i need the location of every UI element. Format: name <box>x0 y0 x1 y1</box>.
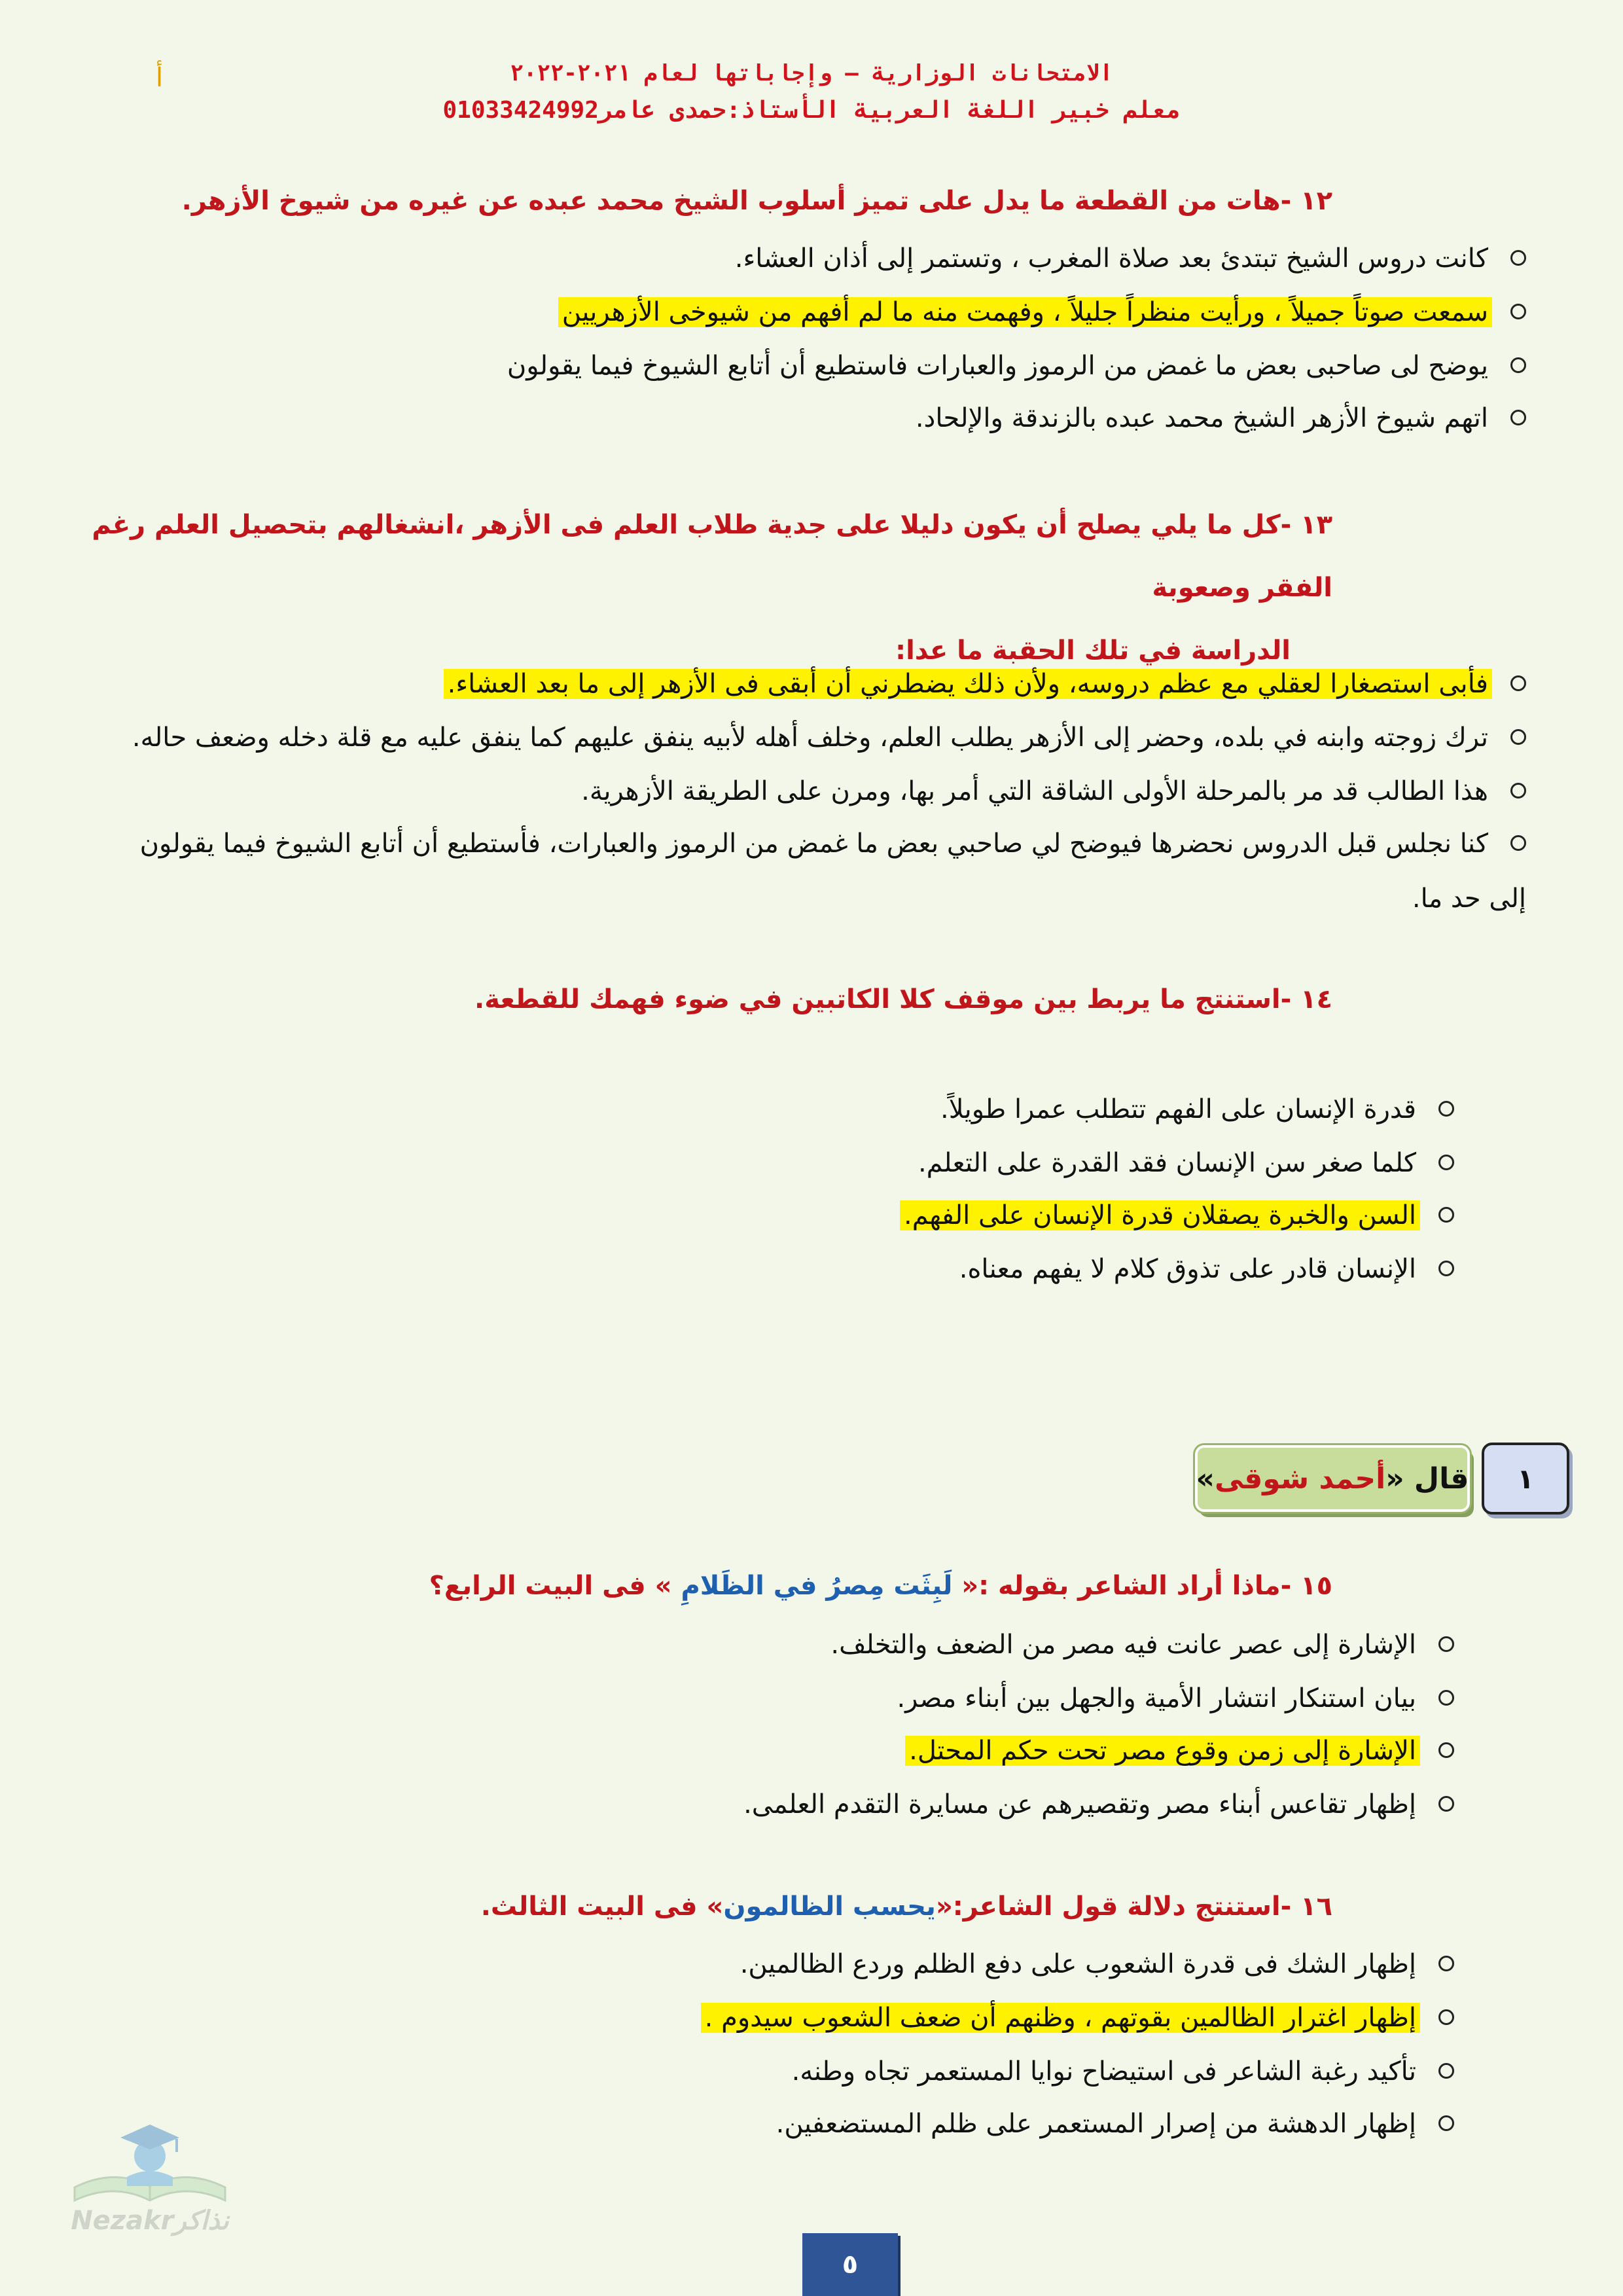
radio-circle-icon[interactable] <box>1510 783 1526 798</box>
nezakr-logo <box>55 2109 245 2246</box>
q13-option-2[interactable]: ترك زوجته وابنه في بلده، وحضر إلى الأزهر يطلب العلم، وخلف أهله لأبيه ينفق عليهم كما ينفق عليه مع قلة دخله وضعف حاله. <box>128 717 1526 759</box>
radio-circle-icon[interactable] <box>1438 2063 1454 2079</box>
poet-suffix: » <box>1196 1462 1215 1496</box>
q14-option-3[interactable]: السن والخبرة يصقلان قدرة الإنسان على الفهم. <box>900 1195 1454 1237</box>
poet-heading <box>1195 1445 1470 1512</box>
radio-circle-icon[interactable] <box>1438 2115 1454 2131</box>
q14-option-4[interactable]: الإنسان قادر على تذوق كلام لا يفهم معناه. <box>955 1249 1454 1291</box>
q14-option-2[interactable]: كلما صغر سن الإنسان فقد القدرة على التعلم. <box>914 1143 1454 1185</box>
q16-title-end: » فى البيت الثالث. <box>480 1892 724 1922</box>
q15-option-4[interactable]: إظهار تقاعس أبناء مصر وتقصيرهم عن مسايرة التقدم العلمى. <box>740 1784 1454 1826</box>
q15-title-start: ١٥ -ماذا أراد الشاعر بقوله :« <box>961 1571 1332 1601</box>
question-13-title <box>30 493 1332 682</box>
radio-circle-icon[interactable] <box>1510 250 1526 266</box>
poet-name: أحمد شوقى <box>1214 1462 1386 1496</box>
header-teacher: معلم خبير اللغة العربية الأستاذ:حمدى عامر01033424992 <box>442 97 1181 124</box>
radio-circle-icon[interactable] <box>1438 1207 1454 1223</box>
q16-option-3[interactable]: تأكيد رغبة الشاعر فى استيضاح نوايا المستعمر تجاه وطنه. <box>788 2051 1454 2093</box>
q14-option-1[interactable]: قدرة الإنسان على الفهم تتطلب عمرا طويلاً. <box>936 1089 1454 1131</box>
q12-option-1[interactable]: كانت دروس الشيخ تبتدئ بعد صلاة المغرب ، وتستمر إلى أذان العشاء. <box>731 238 1526 280</box>
poet-prefix: قال « <box>1385 1462 1469 1496</box>
graduation-book-icon <box>55 2109 245 2214</box>
radio-circle-icon[interactable] <box>1438 1690 1454 1706</box>
q16-option-4[interactable]: إظهار الدهشة من إصرار المستعمر على ظلم المستضعفين. <box>772 2104 1454 2145</box>
radio-circle-icon[interactable] <box>1438 2009 1454 2025</box>
radio-circle-icon[interactable] <box>1438 1101 1454 1117</box>
q13-option-4-continuation: إلى حد ما. <box>1412 884 1526 914</box>
q13-title-line2: الدراسة في تلك الحقبة ما عدا: <box>895 636 1291 666</box>
logo-text: Nezakrنذاكر <box>71 2206 229 2236</box>
radio-circle-icon[interactable] <box>1438 1261 1454 1276</box>
radio-circle-icon[interactable] <box>1510 835 1526 851</box>
q12-option-4[interactable]: اتهم شيوخ الأزهر الشيخ محمد عبده بالزندقة والإلحاد. <box>912 398 1526 440</box>
q16-title-start: ١٦ -استنتج دلالة قول الشاعر:« <box>935 1892 1332 1922</box>
radio-circle-icon[interactable] <box>1438 1742 1454 1758</box>
header-title: الامتحانات الوزارية – وإجاباتها لعام ٢٠٢١-٢٠٢٢ <box>510 60 1113 86</box>
q13-option-4[interactable]: كنا نجلس قبل الدروس نحضرها فيوضح لي صاحبي بعض ما غمض من الرموز والعبارات، فأستطيع أن أتابع الشيوخ فيما يقولون <box>136 823 1526 865</box>
q15-quote: لَبِثَت مِصرُ في الظَلامِ <box>671 1571 962 1601</box>
radio-circle-icon[interactable] <box>1510 410 1526 425</box>
radio-circle-icon[interactable] <box>1510 304 1526 319</box>
question-12-title: ١٢ -هات من القطعة ما يدل على تميز أسلوب الشيخ محمد عبده عن غيره من شيوخ الأزهر. <box>181 186 1332 216</box>
q12-option-3[interactable]: يوضح لى صاحبى بعض ما غمض من الرموز والعبارات فاستطيع أن أتابع الشيوخ فيما يقولون <box>503 346 1526 387</box>
radio-circle-icon[interactable] <box>1510 675 1526 691</box>
question-15-title <box>429 1571 1332 1601</box>
radio-circle-icon[interactable] <box>1510 357 1526 373</box>
q12-option-2[interactable]: سمعت صوتاً جميلاً ، ورأيت منظراً جليلاً ، وفهمت منه ما لم أفهم من شيوخى الأزهريين <box>558 292 1526 334</box>
q15-title-end: » فى البيت الرابع؟ <box>429 1571 672 1601</box>
q16-option-2[interactable]: إظهار اغترار الظالمين بقوتهم ، وظنهم أن ضعف الشعوب سيدوم . <box>701 1998 1454 2039</box>
radio-circle-icon[interactable] <box>1438 1155 1454 1170</box>
question-14-title: ١٤ -استنتج ما يربط بين موقف كلا الكاتبين في ضوء فهمك للقطعة. <box>474 984 1332 1014</box>
radio-circle-icon[interactable] <box>1438 1956 1454 1971</box>
corner-mark: أ <box>156 63 164 93</box>
question-16-title <box>481 1892 1332 1922</box>
q13-option-3[interactable]: هذا الطالب قد مر بالمرحلة الأولى الشاقة التي أمر بها، ومرن على الطريقة الأزهرية. <box>577 771 1526 813</box>
q13-option-1[interactable]: فأبى استصغارا لعقلي مع عظم دروسه، ولأن ذلك يضطرني أن أبقى فى الأزهر إلى ما بعد العشاء. <box>444 664 1526 706</box>
section-number-box: ١ <box>1482 1443 1569 1515</box>
radio-circle-icon[interactable] <box>1438 1636 1454 1652</box>
q16-option-1[interactable]: إظهار الشك فى قدرة الشعوب على دفع الظلم وردع الظالمين. <box>736 1944 1454 1986</box>
q15-option-3[interactable]: الإشارة إلى زمن وقوع مصر تحت حكم المحتل. <box>905 1731 1454 1772</box>
q15-option-1[interactable]: الإشارة إلى عصر عانت فيه مصر من الضعف والتخلف. <box>827 1624 1454 1666</box>
page-number: ٥ <box>802 2233 898 2296</box>
radio-circle-icon[interactable] <box>1438 1796 1454 1812</box>
q15-option-2[interactable]: بيان استنكار انتشار الأمية والجهل بين أبناء مصر. <box>893 1678 1454 1720</box>
radio-circle-icon[interactable] <box>1510 729 1526 745</box>
q16-quote: يحسب الظالمون <box>723 1892 936 1922</box>
q13-title-line1: ١٣ -كل ما يلي يصلح أن يكون دليلا على جدية طلاب العلم فى الأزهر ،انشغالهم بتحصيل العلم رغم الفقر وصعوبة <box>92 510 1332 603</box>
